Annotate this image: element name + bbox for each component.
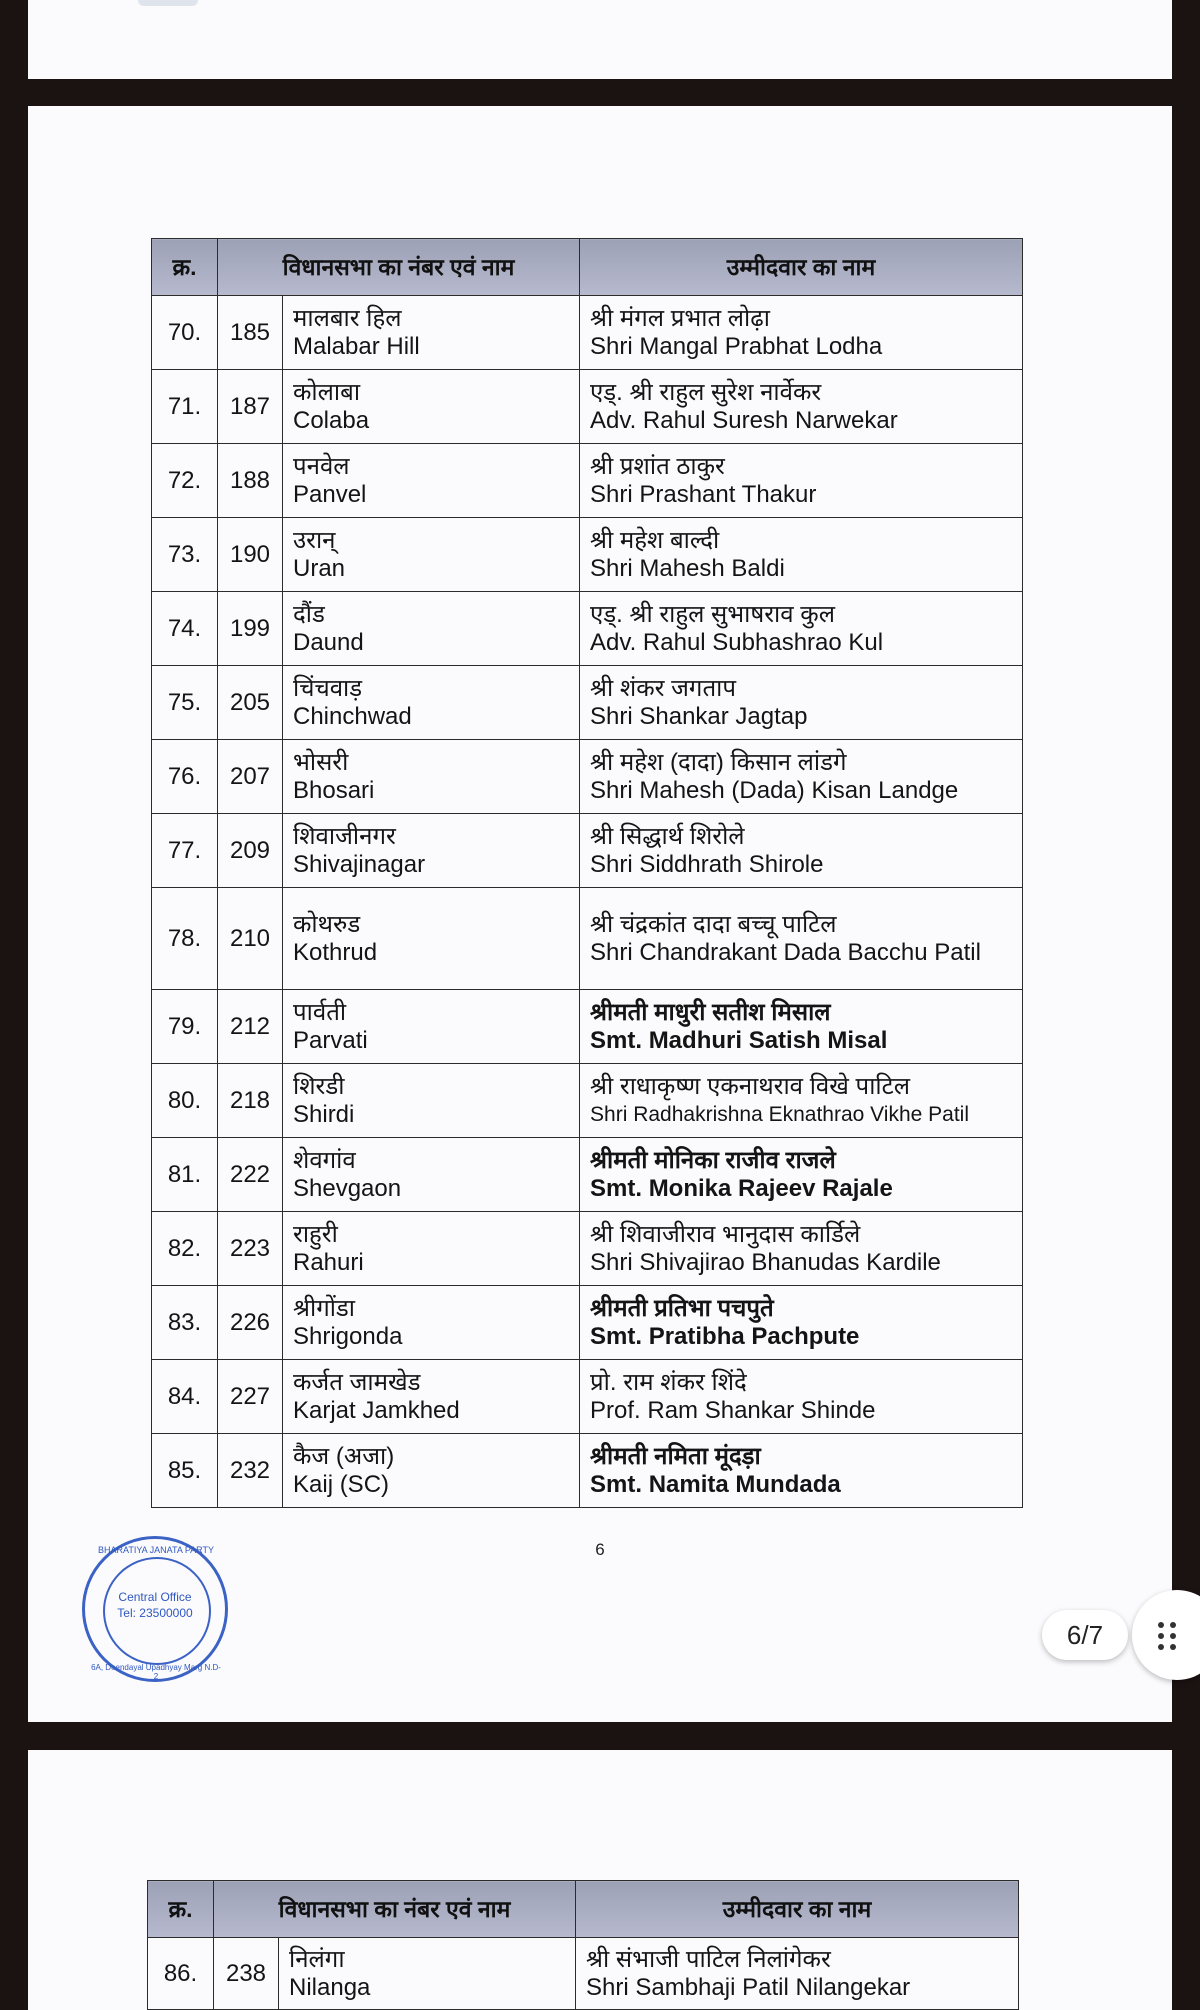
row-serial: 80. bbox=[152, 1064, 218, 1138]
row-constituency-number: 232 bbox=[218, 1434, 283, 1508]
candidate-hindi: एड्. श्री राहुल सुरेश नार्वेकर bbox=[590, 378, 822, 406]
candidate-english: Shri Mahesh Baldi bbox=[590, 554, 785, 582]
row-constituency-name bbox=[283, 990, 580, 1064]
row-constituency-name bbox=[283, 592, 580, 666]
row-constituency-number: 227 bbox=[218, 1360, 283, 1434]
row-serial: 73. bbox=[152, 518, 218, 592]
row-constituency-name bbox=[283, 1138, 580, 1212]
row-constituency-name bbox=[283, 814, 580, 888]
row-serial: 72. bbox=[152, 444, 218, 518]
candidate-english: Shri Mangal Prabhat Lodha bbox=[590, 332, 883, 360]
stamp-line-2: Tel: 23500000 bbox=[117, 1606, 193, 1620]
constituency-english: Kothrud bbox=[293, 938, 378, 966]
row-constituency-number: 205 bbox=[218, 666, 283, 740]
row-serial: 83. bbox=[152, 1286, 218, 1360]
row-constituency-name bbox=[283, 1212, 580, 1286]
header-serial: क्र. bbox=[152, 239, 218, 296]
candidate-english: Shri Prashant Thakur bbox=[590, 480, 817, 508]
row-constituency-number: 187 bbox=[218, 370, 283, 444]
row-constituency-name bbox=[279, 1938, 576, 2010]
row-serial: 84. bbox=[152, 1360, 218, 1434]
constituency-english: Panvel bbox=[293, 480, 367, 508]
row-constituency-name bbox=[283, 296, 580, 370]
constituency-hindi: निलंगा bbox=[289, 1945, 345, 1973]
candidate-table bbox=[151, 238, 1023, 1508]
previous-page bbox=[28, 0, 1172, 79]
row-constituency-name bbox=[283, 1064, 580, 1138]
row-constituency-number: 210 bbox=[218, 888, 283, 990]
constituency-hindi: शेवगांव bbox=[293, 1146, 356, 1174]
constituency-english: Parvati bbox=[293, 1026, 368, 1054]
current-page bbox=[28, 106, 1172, 1722]
next-table-header-row bbox=[148, 1881, 1019, 1938]
row-serial: 82. bbox=[152, 1212, 218, 1286]
candidate-english: Shri Shivajirao Bhanudas Kardile bbox=[590, 1248, 941, 1276]
next-page-table bbox=[147, 1880, 1019, 2010]
table-row bbox=[152, 740, 1023, 814]
constituency-english: Shivajinagar bbox=[293, 850, 426, 878]
constituency-hindi: कर्जत जामखेड bbox=[293, 1368, 421, 1396]
row-serial: 71. bbox=[152, 370, 218, 444]
constituency-english: Colaba bbox=[293, 406, 370, 434]
table-row bbox=[152, 888, 1023, 990]
table-row bbox=[152, 592, 1023, 666]
grip-dots-icon bbox=[1158, 1622, 1182, 1650]
row-constituency-number: 238 bbox=[214, 1938, 279, 2010]
row-candidate bbox=[580, 888, 1023, 990]
stamp-ring-text: BHARATIYA JANATA PARTY bbox=[97, 1545, 215, 1555]
row-candidate bbox=[580, 370, 1023, 444]
candidate-hindi: श्री महेश बाल्दी bbox=[590, 526, 720, 554]
candidate-english: Smt. Madhuri Satish Misal bbox=[590, 1026, 888, 1054]
candidate-hindi: श्री चंद्रकांत दादा बच्चू पाटिल bbox=[590, 910, 837, 938]
row-serial: 86. bbox=[148, 1938, 214, 2010]
constituency-english: Karjat Jamkhed bbox=[293, 1396, 460, 1424]
row-candidate bbox=[580, 1212, 1023, 1286]
constituency-hindi: मालबार हिल bbox=[293, 304, 402, 332]
row-candidate bbox=[580, 444, 1023, 518]
constituency-hindi: राहुरी bbox=[293, 1220, 338, 1248]
next-header-candidate: उम्मीदवार का नाम bbox=[576, 1881, 1019, 1938]
candidate-hindi: श्री शंकर जगताप bbox=[590, 674, 736, 702]
stamp-center-text bbox=[85, 1589, 225, 1621]
row-constituency-number: 218 bbox=[218, 1064, 283, 1138]
candidate-hindi: श्री राधाकृष्ण एकनाथराव विखे पाटिल bbox=[590, 1072, 910, 1100]
table-row bbox=[152, 370, 1023, 444]
row-constituency-name bbox=[283, 1360, 580, 1434]
row-candidate bbox=[580, 990, 1023, 1064]
row-serial: 77. bbox=[152, 814, 218, 888]
header-candidate: उम्मीदवार का नाम bbox=[580, 239, 1023, 296]
row-constituency-number: 209 bbox=[218, 814, 283, 888]
row-candidate bbox=[580, 1064, 1023, 1138]
row-constituency-name bbox=[283, 888, 580, 990]
row-serial: 76. bbox=[152, 740, 218, 814]
constituency-english: Rahuri bbox=[293, 1248, 364, 1276]
row-candidate bbox=[580, 1138, 1023, 1212]
header-constituency: विधानसभा का नंबर एवं नाम bbox=[218, 239, 580, 296]
table-row bbox=[152, 518, 1023, 592]
candidate-hindi: श्री संभाजी पाटिल निलांगेकर bbox=[586, 1945, 831, 1973]
row-constituency-number: 226 bbox=[218, 1286, 283, 1360]
row-constituency-number: 222 bbox=[218, 1138, 283, 1212]
row-constituency-name bbox=[283, 666, 580, 740]
table-row bbox=[152, 1286, 1023, 1360]
row-candidate bbox=[580, 592, 1023, 666]
candidate-english: Shri Mahesh (Dada) Kisan Landge bbox=[590, 776, 959, 804]
candidate-english: Shri Shankar Jagtap bbox=[590, 702, 808, 730]
row-serial: 75. bbox=[152, 666, 218, 740]
constituency-english: Uran bbox=[293, 554, 346, 582]
page-number: 6 bbox=[595, 1540, 605, 1559]
row-constituency-number: 212 bbox=[218, 990, 283, 1064]
row-candidate bbox=[580, 740, 1023, 814]
row-serial: 81. bbox=[152, 1138, 218, 1212]
constituency-hindi: कोलाबा bbox=[293, 378, 361, 406]
table-row bbox=[152, 666, 1023, 740]
table-row bbox=[152, 296, 1023, 370]
candidate-english: Prof. Ram Shankar Shinde bbox=[590, 1396, 876, 1424]
row-constituency-name bbox=[283, 740, 580, 814]
candidate-english: Adv. Rahul Subhashrao Kul bbox=[590, 628, 884, 656]
row-serial: 78. bbox=[152, 888, 218, 990]
row-candidate bbox=[580, 1434, 1023, 1508]
party-office-stamp bbox=[82, 1536, 228, 1682]
row-constituency-number: 223 bbox=[218, 1212, 283, 1286]
constituency-english: Chinchwad bbox=[293, 702, 412, 730]
constituency-hindi: उरान् bbox=[293, 526, 336, 554]
candidate-hindi: श्री सिद्धार्थ शिरोले bbox=[590, 822, 745, 850]
table-body bbox=[152, 296, 1023, 1508]
candidate-hindi: श्रीमती माधुरी सतीश मिसाल bbox=[590, 998, 831, 1026]
row-constituency-name bbox=[283, 518, 580, 592]
row-serial: 74. bbox=[152, 592, 218, 666]
row-candidate bbox=[580, 814, 1023, 888]
constituency-hindi: पनवेल bbox=[293, 452, 350, 480]
previous-page-mark bbox=[138, 0, 198, 6]
row-candidate bbox=[580, 518, 1023, 592]
table-row bbox=[152, 1434, 1023, 1508]
table-row bbox=[152, 1064, 1023, 1138]
stamp-line-1: Central Office bbox=[118, 1590, 192, 1604]
candidate-hindi: श्री मंगल प्रभात लोढ़ा bbox=[590, 304, 771, 332]
table-row bbox=[148, 1938, 1019, 2010]
candidate-english: Shri Siddhrath Shirole bbox=[590, 850, 824, 878]
row-serial: 79. bbox=[152, 990, 218, 1064]
candidate-english: Adv. Rahul Suresh Narwekar bbox=[590, 406, 898, 434]
table-row bbox=[152, 990, 1023, 1064]
constituency-english: Shirdi bbox=[293, 1100, 355, 1128]
row-serial: 70. bbox=[152, 296, 218, 370]
stamp-bottom-text: 6A, Deendayal Upadhyay Marg N.D-2 bbox=[91, 1663, 221, 1681]
candidate-hindi: एड्. श्री राहुल सुभाषराव कुल bbox=[590, 600, 835, 628]
constituency-hindi: चिंचवाड़ bbox=[293, 674, 363, 702]
row-constituency-number: 188 bbox=[218, 444, 283, 518]
row-constituency-name bbox=[283, 370, 580, 444]
next-page bbox=[28, 1750, 1172, 2010]
row-candidate bbox=[580, 666, 1023, 740]
table-row bbox=[152, 814, 1023, 888]
row-constituency-name bbox=[283, 1286, 580, 1360]
constituency-hindi: शिरडी bbox=[293, 1072, 345, 1100]
candidate-hindi: श्री महेश (दादा) किसान लांडगे bbox=[590, 748, 847, 776]
constituency-hindi: भोसरी bbox=[293, 748, 349, 776]
candidate-english: Shri Radhakrishna Eknathrao Vikhe Patil bbox=[590, 1102, 970, 1126]
constituency-hindi: कैज (अजा) bbox=[293, 1442, 395, 1470]
constituency-english: Daund bbox=[293, 628, 364, 656]
row-candidate bbox=[576, 1938, 1019, 2010]
page-indicator[interactable]: 6/7 bbox=[1042, 1610, 1128, 1660]
row-constituency-name bbox=[283, 444, 580, 518]
candidate-hindi: श्री शिवाजीराव भानुदास कार्डिले bbox=[590, 1220, 861, 1248]
constituency-english: Nilanga bbox=[289, 1973, 371, 2001]
constituency-english: Kaij (SC) bbox=[293, 1470, 390, 1498]
candidate-english: Shri Sambhaji Patil Nilangekar bbox=[586, 1973, 911, 2001]
constituency-hindi: दौंड bbox=[293, 600, 325, 628]
constituency-hindi: कोथरुड bbox=[293, 910, 361, 938]
constituency-english: Shevgaon bbox=[293, 1174, 402, 1202]
row-constituency-number: 185 bbox=[218, 296, 283, 370]
row-constituency-name bbox=[283, 1434, 580, 1508]
table-header-row bbox=[152, 239, 1023, 296]
row-constituency-number: 190 bbox=[218, 518, 283, 592]
table-row bbox=[152, 444, 1023, 518]
row-serial: 85. bbox=[152, 1434, 218, 1508]
table-row bbox=[152, 1138, 1023, 1212]
row-constituency-number: 207 bbox=[218, 740, 283, 814]
table-row bbox=[152, 1212, 1023, 1286]
candidate-hindi: श्रीमती प्रतिभा पचपुते bbox=[590, 1294, 774, 1322]
row-candidate bbox=[580, 1286, 1023, 1360]
table-row bbox=[152, 1360, 1023, 1434]
constituency-hindi: शिवाजीनगर bbox=[293, 822, 396, 850]
row-candidate bbox=[580, 1360, 1023, 1434]
candidate-english: Smt. Monika Rajeev Rajale bbox=[590, 1174, 893, 1202]
constituency-hindi: श्रीगोंडा bbox=[293, 1294, 355, 1322]
candidate-english: Smt. Pratibha Pachpute bbox=[590, 1322, 860, 1350]
candidate-hindi: श्रीमती नमिता मूंदड़ा bbox=[590, 1442, 761, 1470]
row-candidate bbox=[580, 296, 1023, 370]
next-header-serial: क्र. bbox=[148, 1881, 214, 1938]
constituency-english: Malabar Hill bbox=[293, 332, 420, 360]
candidate-english: Smt. Namita Mundada bbox=[590, 1470, 841, 1498]
constituency-english: Shrigonda bbox=[293, 1322, 403, 1350]
candidate-hindi: श्री प्रशांत ठाकुर bbox=[590, 452, 725, 480]
constituency-hindi: पार्वती bbox=[293, 998, 347, 1026]
constituency-english: Bhosari bbox=[293, 776, 375, 804]
row-constituency-number: 199 bbox=[218, 592, 283, 666]
candidate-english: Shri Chandrakant Dada Bacchu Patil bbox=[590, 938, 981, 966]
next-header-constituency: विधानसभा का नंबर एवं नाम bbox=[214, 1881, 576, 1938]
candidate-hindi: प्रो. राम शंकर शिंदे bbox=[590, 1368, 747, 1396]
candidate-hindi: श्रीमती मोनिका राजीव राजले bbox=[590, 1146, 836, 1174]
